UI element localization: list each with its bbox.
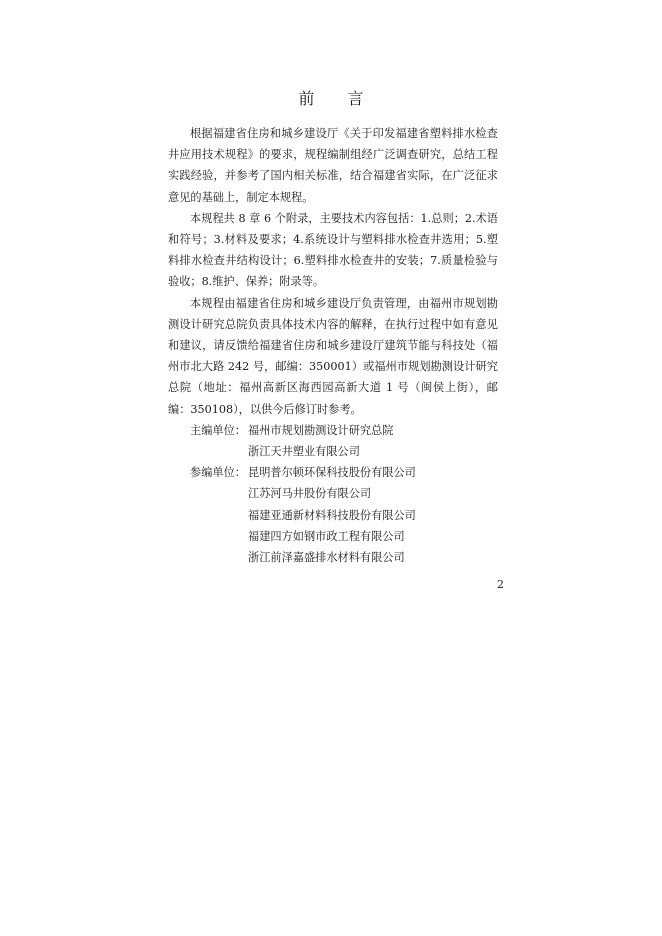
paragraph-background: 根据福建省住房和城乡建设厅《关于印发福建省塑料排水检查井应用技术规程》的要求，规程编制组经广泛调查研究，总结工程实践经验，并参考了国内相关标准，结合福建省实际，在广泛征求意见的基础上，制定本规程。	[168, 127, 498, 204]
participating-unit-item: 浙江前泽嘉盛排水材料有限公司	[248, 551, 405, 565]
participating-unit-item: 福建四方如钢市政工程有限公司	[248, 529, 405, 543]
paragraph-management: 本规程由福建省住房和城乡建设厅负责管理，由福州市规划勘测设计研究总院负责具体技术内容的解释，在执行过程中如有意见和建议，请反馈给福建省住房和城乡建设厅建筑节能与科技处（福州市北大路 242 号，邮编：350001）或福州市规划勘测设计研究总院（地址：福州高新区海西园高新大道 1 号（闽侯上街），邮编：350108），以供今后修订时参考。	[168, 296, 498, 416]
page-number: 2	[497, 578, 504, 591]
chief-unit-item: 浙江天井塑业有限公司	[248, 445, 360, 459]
body-text	[168, 123, 498, 568]
chief-units-list	[248, 420, 393, 462]
paragraph-contents: 本规程共 8 章 6 个附录，主要技术内容包括：1.总则；2.术语和符号；3.材料及要求；4.系统设计与塑料排水检查井选用；5.塑料排水检查井结构设计；6.塑料排水检查井的安装；7.质量检验与验收；8.维护、保养；附录等。	[168, 211, 498, 289]
participating-unit-item: 福建亚通新材料科技股份有限公司	[248, 508, 416, 522]
chief-units	[168, 420, 498, 462]
participating-units-label: 参编单位：	[190, 466, 246, 480]
page-title: 前 言	[298, 89, 378, 108]
units-section	[168, 420, 498, 568]
participating-unit-item: 昆明普尔顿环保科技股份有限公司	[248, 466, 416, 480]
chief-units-label: 主编单位：	[190, 423, 246, 437]
participating-units	[168, 462, 498, 568]
participating-units-list	[248, 462, 416, 568]
participating-unit-item: 江苏河马井股份有限公司	[248, 487, 372, 501]
chief-unit-item: 福州市规划勘测设计研究总院	[248, 423, 394, 437]
